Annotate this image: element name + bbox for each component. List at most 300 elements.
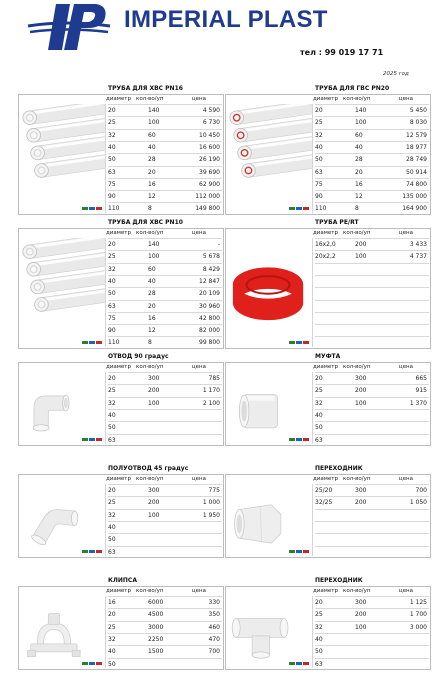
price-cell: 39 690	[199, 168, 220, 176]
color-marker	[96, 207, 102, 210]
diameter-cell: 90	[108, 327, 116, 335]
price-cell: 28 749	[406, 156, 427, 164]
diameter-cell: 20	[315, 107, 323, 114]
quantity-cell: 12	[355, 193, 363, 201]
color-marker	[289, 341, 295, 344]
column-header: кол-во/уп	[343, 588, 371, 594]
price-cell: 6 730	[202, 119, 220, 127]
price-cell: 20 109	[199, 290, 220, 298]
price-cell: 3 433	[409, 241, 427, 248]
diameter-cell: 50	[108, 424, 116, 432]
diameter-cell: 25	[108, 387, 116, 395]
quantity-cell: 2250	[148, 635, 164, 643]
price-cell: 5 450	[409, 107, 427, 114]
quantity-cell: 3000	[148, 623, 164, 631]
row-divider	[108, 372, 222, 373]
quantity-cell: 12	[148, 327, 156, 335]
price-cell: 470	[208, 635, 220, 643]
price-cell: -	[217, 241, 220, 248]
diameter-cell: 63	[315, 660, 323, 668]
diameter-cell: 63	[108, 302, 116, 310]
row-divider	[315, 336, 429, 337]
row-divider	[315, 166, 429, 167]
price-cell: 700	[208, 648, 220, 656]
diameter-cell: 50	[108, 290, 116, 298]
row-divider	[315, 608, 429, 609]
row-divider	[315, 658, 429, 659]
quantity-cell: 300	[355, 599, 367, 606]
diameter-cell: 20x2,2	[315, 253, 336, 261]
row-divider	[108, 397, 222, 398]
color-marker	[289, 550, 295, 553]
color-marker	[96, 550, 102, 553]
row-divider	[315, 496, 429, 497]
row-divider	[108, 533, 222, 534]
section-title: ТРУБА ДЛЯ ГВС PN20	[315, 85, 390, 92]
row-divider	[108, 496, 222, 497]
color-marker	[296, 207, 302, 210]
price-cell: 330	[208, 599, 220, 606]
color-marker	[82, 207, 88, 210]
price-cell: 1 370	[409, 399, 427, 407]
quantity-cell: 100	[148, 511, 160, 519]
row-divider	[315, 384, 429, 385]
price-cell: 1 000	[202, 499, 220, 507]
column-header: цена	[398, 96, 413, 102]
diameter-cell: 25	[315, 387, 323, 395]
diameter-cell: 63	[108, 436, 116, 444]
row-divider	[108, 434, 222, 435]
year-label: 2025 год	[383, 71, 409, 77]
quantity-cell: 200	[148, 499, 160, 507]
price-cell: 82 000	[199, 327, 220, 335]
diameter-cell: 16x2,0	[315, 241, 336, 248]
diameter-cell: 32	[315, 131, 323, 139]
price-cell: 50 914	[406, 168, 427, 176]
color-marker	[89, 438, 95, 441]
color-marker	[296, 550, 302, 553]
diameter-cell: 32	[108, 511, 116, 519]
diameter-cell: 40	[315, 635, 323, 643]
row-divider	[315, 521, 429, 522]
row-divider	[108, 421, 222, 422]
row-divider	[108, 645, 222, 646]
diameter-cell: 40	[315, 143, 323, 151]
white-pipes-red-core-image	[225, 104, 313, 213]
diameter-cell: 20	[108, 487, 116, 494]
row-divider	[108, 608, 222, 609]
row-divider	[315, 287, 429, 288]
column-header: диаметр	[313, 364, 338, 370]
imperial-plast-logo-icon	[26, 2, 112, 52]
price-cell: 775	[208, 487, 220, 494]
diameter-cell: 110	[108, 339, 120, 347]
diameter-cell: 75	[315, 180, 323, 188]
diameter-cell: 20	[315, 375, 323, 382]
section-title: ТРУБА ДЛЯ ХВС PN16	[108, 85, 183, 92]
diameter-cell: 63	[315, 436, 323, 444]
column-header: диаметр	[106, 230, 131, 236]
price-cell: 26 190	[199, 156, 220, 164]
row-divider	[315, 509, 429, 510]
quantity-cell: 300	[355, 375, 367, 382]
price-cell: 460	[208, 623, 220, 631]
color-marker	[89, 341, 95, 344]
column-header: кол-во/уп	[343, 96, 371, 102]
quantity-cell: 100	[355, 399, 367, 407]
quantity-cell: 4500	[148, 611, 164, 619]
diameter-cell: 32/25	[315, 499, 333, 507]
row-divider	[108, 300, 222, 301]
quantity-cell: 16	[355, 180, 363, 188]
row-divider	[315, 484, 429, 485]
price-cell: 4 590	[202, 107, 220, 114]
column-header: диаметр	[106, 588, 131, 594]
price-cell: 135 000	[402, 193, 427, 201]
diameter-cell: 32	[315, 623, 323, 631]
row-divider	[108, 104, 222, 105]
price-cell: 8 030	[409, 119, 427, 127]
pipe-clip-icon	[18, 596, 106, 668]
diameter-cell: 50	[108, 536, 116, 544]
row-divider	[315, 546, 429, 547]
row-divider	[108, 141, 222, 142]
quantity-cell: 12	[148, 193, 156, 201]
diameter-cell: 110	[108, 205, 120, 213]
column-header: цена	[191, 230, 206, 236]
diameter-cell: 32	[315, 399, 323, 407]
column-header: диаметр	[313, 588, 338, 594]
quantity-cell: 60	[148, 131, 156, 139]
quantity-cell: 140	[148, 241, 160, 248]
diameter-cell: 25/20	[315, 487, 333, 494]
quantity-cell: 200	[355, 611, 367, 619]
price-cell: 785	[208, 375, 220, 382]
section-title: ПЕРЕХОДНИК	[315, 577, 363, 584]
quantity-cell: 100	[148, 253, 160, 261]
row-divider	[108, 238, 222, 239]
column-header: цена	[191, 96, 206, 102]
quantity-cell: 100	[148, 399, 160, 407]
price-cell: 1 050	[409, 499, 427, 507]
row-divider	[315, 324, 429, 325]
diameter-cell: 90	[315, 193, 323, 201]
column-header: кол-во/уп	[343, 364, 371, 370]
row-divider	[315, 596, 429, 597]
row-divider	[315, 533, 429, 534]
product-section	[18, 353, 224, 446]
diameter-cell: 20	[108, 375, 116, 382]
color-marker	[289, 438, 295, 441]
quantity-cell: 20	[148, 168, 156, 176]
diameter-cell: 110	[315, 205, 327, 213]
price-cell: 665	[415, 375, 427, 382]
row-divider	[108, 166, 222, 167]
diameter-cell: 25	[108, 253, 116, 261]
section-title: КЛИПСА	[108, 577, 137, 584]
diameter-cell: 25	[315, 119, 323, 127]
price-cell: 915	[415, 387, 427, 395]
diameter-cell: 63	[315, 168, 323, 176]
row-divider	[108, 190, 222, 191]
price-cell: 62 900	[199, 180, 220, 188]
diameter-cell: 32	[108, 265, 116, 273]
column-header: кол-во/уп	[136, 588, 164, 594]
row-divider	[315, 372, 429, 373]
diameter-cell: 20	[108, 611, 116, 619]
quantity-cell: 16	[148, 314, 156, 322]
row-divider	[108, 202, 222, 203]
price-cell: 350	[208, 611, 220, 619]
diameter-cell: 40	[108, 143, 116, 151]
row-divider	[108, 658, 222, 659]
quantity-cell: 40	[148, 143, 156, 151]
product-section	[225, 577, 431, 670]
color-marker	[289, 207, 295, 210]
quantity-cell: 100	[355, 253, 367, 261]
price-cell: 149 800	[195, 205, 220, 213]
quantity-cell: 28	[355, 156, 363, 164]
price-cell: 3 000	[409, 623, 427, 631]
quantity-cell: 60	[148, 265, 156, 273]
price-cell: 112 000	[195, 193, 220, 201]
section-title: МУФТА	[315, 353, 341, 360]
price-cell: 2 100	[202, 399, 220, 407]
color-marker	[296, 662, 302, 665]
price-cell: 1 700	[409, 611, 427, 619]
quantity-cell: 200	[148, 387, 160, 395]
row-divider	[315, 275, 429, 276]
quantity-cell: 140	[355, 107, 367, 114]
row-divider	[315, 238, 429, 239]
quantity-cell: 16	[148, 180, 156, 188]
elbow-45-icon	[18, 484, 106, 556]
row-divider	[315, 250, 429, 251]
price-cell: 164 900	[402, 205, 427, 213]
quantity-cell: 8	[148, 339, 152, 347]
row-divider	[108, 312, 222, 313]
product-section	[225, 85, 431, 215]
quantity-cell: 8	[355, 205, 359, 213]
column-header: диаметр	[106, 476, 131, 482]
row-divider	[315, 434, 429, 435]
quantity-cell: 200	[355, 241, 367, 248]
quantity-cell: 8	[148, 205, 152, 213]
row-divider	[108, 621, 222, 622]
row-divider	[315, 153, 429, 154]
color-marker	[89, 207, 95, 210]
pipe-clip-image	[18, 596, 106, 668]
row-divider	[108, 250, 222, 251]
column-header: цена	[398, 476, 413, 482]
column-header: цена	[398, 588, 413, 594]
white-pipes-icon	[18, 104, 106, 213]
row-divider	[108, 484, 222, 485]
price-cell: 30 960	[199, 302, 220, 310]
quantity-cell: 140	[148, 107, 160, 114]
quantity-cell: 28	[148, 156, 156, 164]
quantity-cell: 40	[148, 277, 156, 285]
price-cell: 18 977	[406, 143, 427, 151]
column-header: цена	[191, 476, 206, 482]
diameter-cell: 63	[108, 168, 116, 176]
diameter-cell: 90	[108, 193, 116, 201]
row-divider	[315, 129, 429, 130]
color-marker	[82, 662, 88, 665]
price-cell: 1 950	[202, 511, 220, 519]
quantity-cell: 20	[148, 302, 156, 310]
brand-name: IMPERIAL PLAST	[124, 6, 328, 33]
tee-fitting-icon	[225, 596, 313, 668]
column-header: кол-во/уп	[136, 96, 164, 102]
row-divider	[315, 190, 429, 191]
price-cell: 16 600	[199, 143, 220, 151]
column-header: диаметр	[313, 476, 338, 482]
color-marker	[89, 662, 95, 665]
product-section	[225, 465, 431, 558]
section-title: ПОЛУОТВОД 45 градус	[108, 465, 189, 472]
column-header: диаметр	[106, 96, 131, 102]
price-cell: 12 847	[199, 277, 220, 285]
row-divider	[315, 141, 429, 142]
row-divider	[108, 596, 222, 597]
quantity-cell: 300	[148, 487, 160, 494]
color-marker	[289, 662, 295, 665]
row-divider	[108, 263, 222, 264]
diameter-cell: 25	[108, 119, 116, 127]
diameter-cell: 50	[315, 156, 323, 164]
price-cell: 700	[415, 487, 427, 494]
color-marker	[296, 341, 302, 344]
diameter-cell: 25	[315, 611, 323, 619]
column-header: кол-во/уп	[136, 476, 164, 482]
color-marker	[303, 550, 309, 553]
quantity-cell: 200	[355, 387, 367, 395]
elbow-90-image	[18, 372, 106, 444]
row-divider	[315, 409, 429, 410]
diameter-cell: 40	[108, 523, 116, 531]
row-divider	[108, 633, 222, 634]
color-marker	[296, 438, 302, 441]
diameter-cell: 40	[108, 277, 116, 285]
color-marker	[303, 438, 309, 441]
row-divider	[108, 336, 222, 337]
diameter-cell: 16	[108, 599, 116, 606]
row-divider	[108, 116, 222, 117]
column-header: кол-во/уп	[136, 230, 164, 236]
diameter-cell: 20	[108, 241, 116, 248]
row-divider	[315, 621, 429, 622]
row-divider	[315, 421, 429, 422]
price-cell: 1 170	[202, 387, 220, 395]
white-pipes-image	[18, 104, 106, 213]
diameter-cell: 20	[108, 107, 116, 114]
row-divider	[315, 300, 429, 301]
color-marker	[82, 550, 88, 553]
price-cell: 12 579	[406, 131, 427, 139]
column-header: кол-во/уп	[136, 364, 164, 370]
price-cell: 42 800	[199, 314, 220, 322]
diameter-cell: 50	[108, 660, 116, 668]
section-title: ПЕРЕХОДНИК	[315, 465, 363, 472]
row-divider	[315, 645, 429, 646]
white-pipes-red-core-icon	[225, 104, 313, 213]
row-divider	[315, 104, 429, 105]
quantity-cell: 20	[355, 168, 363, 176]
elbow-45-image	[18, 484, 106, 556]
product-section	[18, 219, 224, 349]
diameter-cell: 75	[108, 180, 116, 188]
diameter-cell: 32	[108, 399, 116, 407]
price-cell: 99 800	[199, 339, 220, 347]
diameter-cell: 32	[108, 131, 116, 139]
phone-number: тел : 99 019 17 71	[300, 48, 384, 57]
product-section	[225, 353, 431, 446]
diameter-cell: 40	[108, 411, 116, 419]
row-divider	[108, 509, 222, 510]
elbow-90-icon	[18, 372, 106, 444]
white-pipes-image	[18, 238, 106, 347]
row-divider	[315, 263, 429, 264]
diameter-cell: 50	[315, 648, 323, 656]
quantity-cell: 40	[355, 143, 363, 151]
reducer-icon	[225, 484, 313, 556]
diameter-cell: 50	[315, 424, 323, 432]
diameter-cell: 32	[108, 635, 116, 643]
row-divider	[108, 287, 222, 288]
color-marker	[96, 662, 102, 665]
quantity-cell: 300	[148, 375, 160, 382]
diameter-cell: 40	[315, 411, 323, 419]
column-header: диаметр	[313, 230, 338, 236]
product-section	[18, 465, 224, 558]
quantity-cell: 300	[355, 487, 367, 494]
column-header: цена	[398, 364, 413, 370]
color-marker	[303, 341, 309, 344]
quantity-cell: 1500	[148, 648, 164, 656]
row-divider	[108, 324, 222, 325]
row-divider	[315, 178, 429, 179]
row-divider	[108, 521, 222, 522]
column-header: цена	[191, 588, 206, 594]
column-header: кол-во/уп	[343, 230, 371, 236]
coupling-image	[225, 372, 313, 444]
price-cell: 5 678	[202, 253, 220, 261]
quantity-cell: 28	[148, 290, 156, 298]
row-divider	[108, 384, 222, 385]
color-marker	[82, 438, 88, 441]
color-marker	[96, 341, 102, 344]
price-cell: 74 800	[406, 180, 427, 188]
quantity-cell: 6000	[148, 599, 164, 606]
section-title: ТРУБА ДЛЯ ХВС PN10	[108, 219, 183, 226]
quantity-cell: 60	[355, 131, 363, 139]
diameter-cell: 40	[108, 648, 116, 656]
diameter-cell: 25	[108, 623, 116, 631]
column-header: цена	[398, 230, 413, 236]
tee-fitting-image	[225, 596, 313, 668]
row-divider	[315, 633, 429, 634]
row-divider	[108, 153, 222, 154]
color-marker	[96, 438, 102, 441]
product-section	[18, 85, 224, 215]
price-cell: 10 450	[199, 131, 220, 139]
section-title: ТРУБА PE/RT	[315, 219, 359, 226]
row-divider	[108, 178, 222, 179]
row-divider	[315, 116, 429, 117]
quantity-cell: 200	[355, 499, 367, 507]
color-marker	[303, 207, 309, 210]
